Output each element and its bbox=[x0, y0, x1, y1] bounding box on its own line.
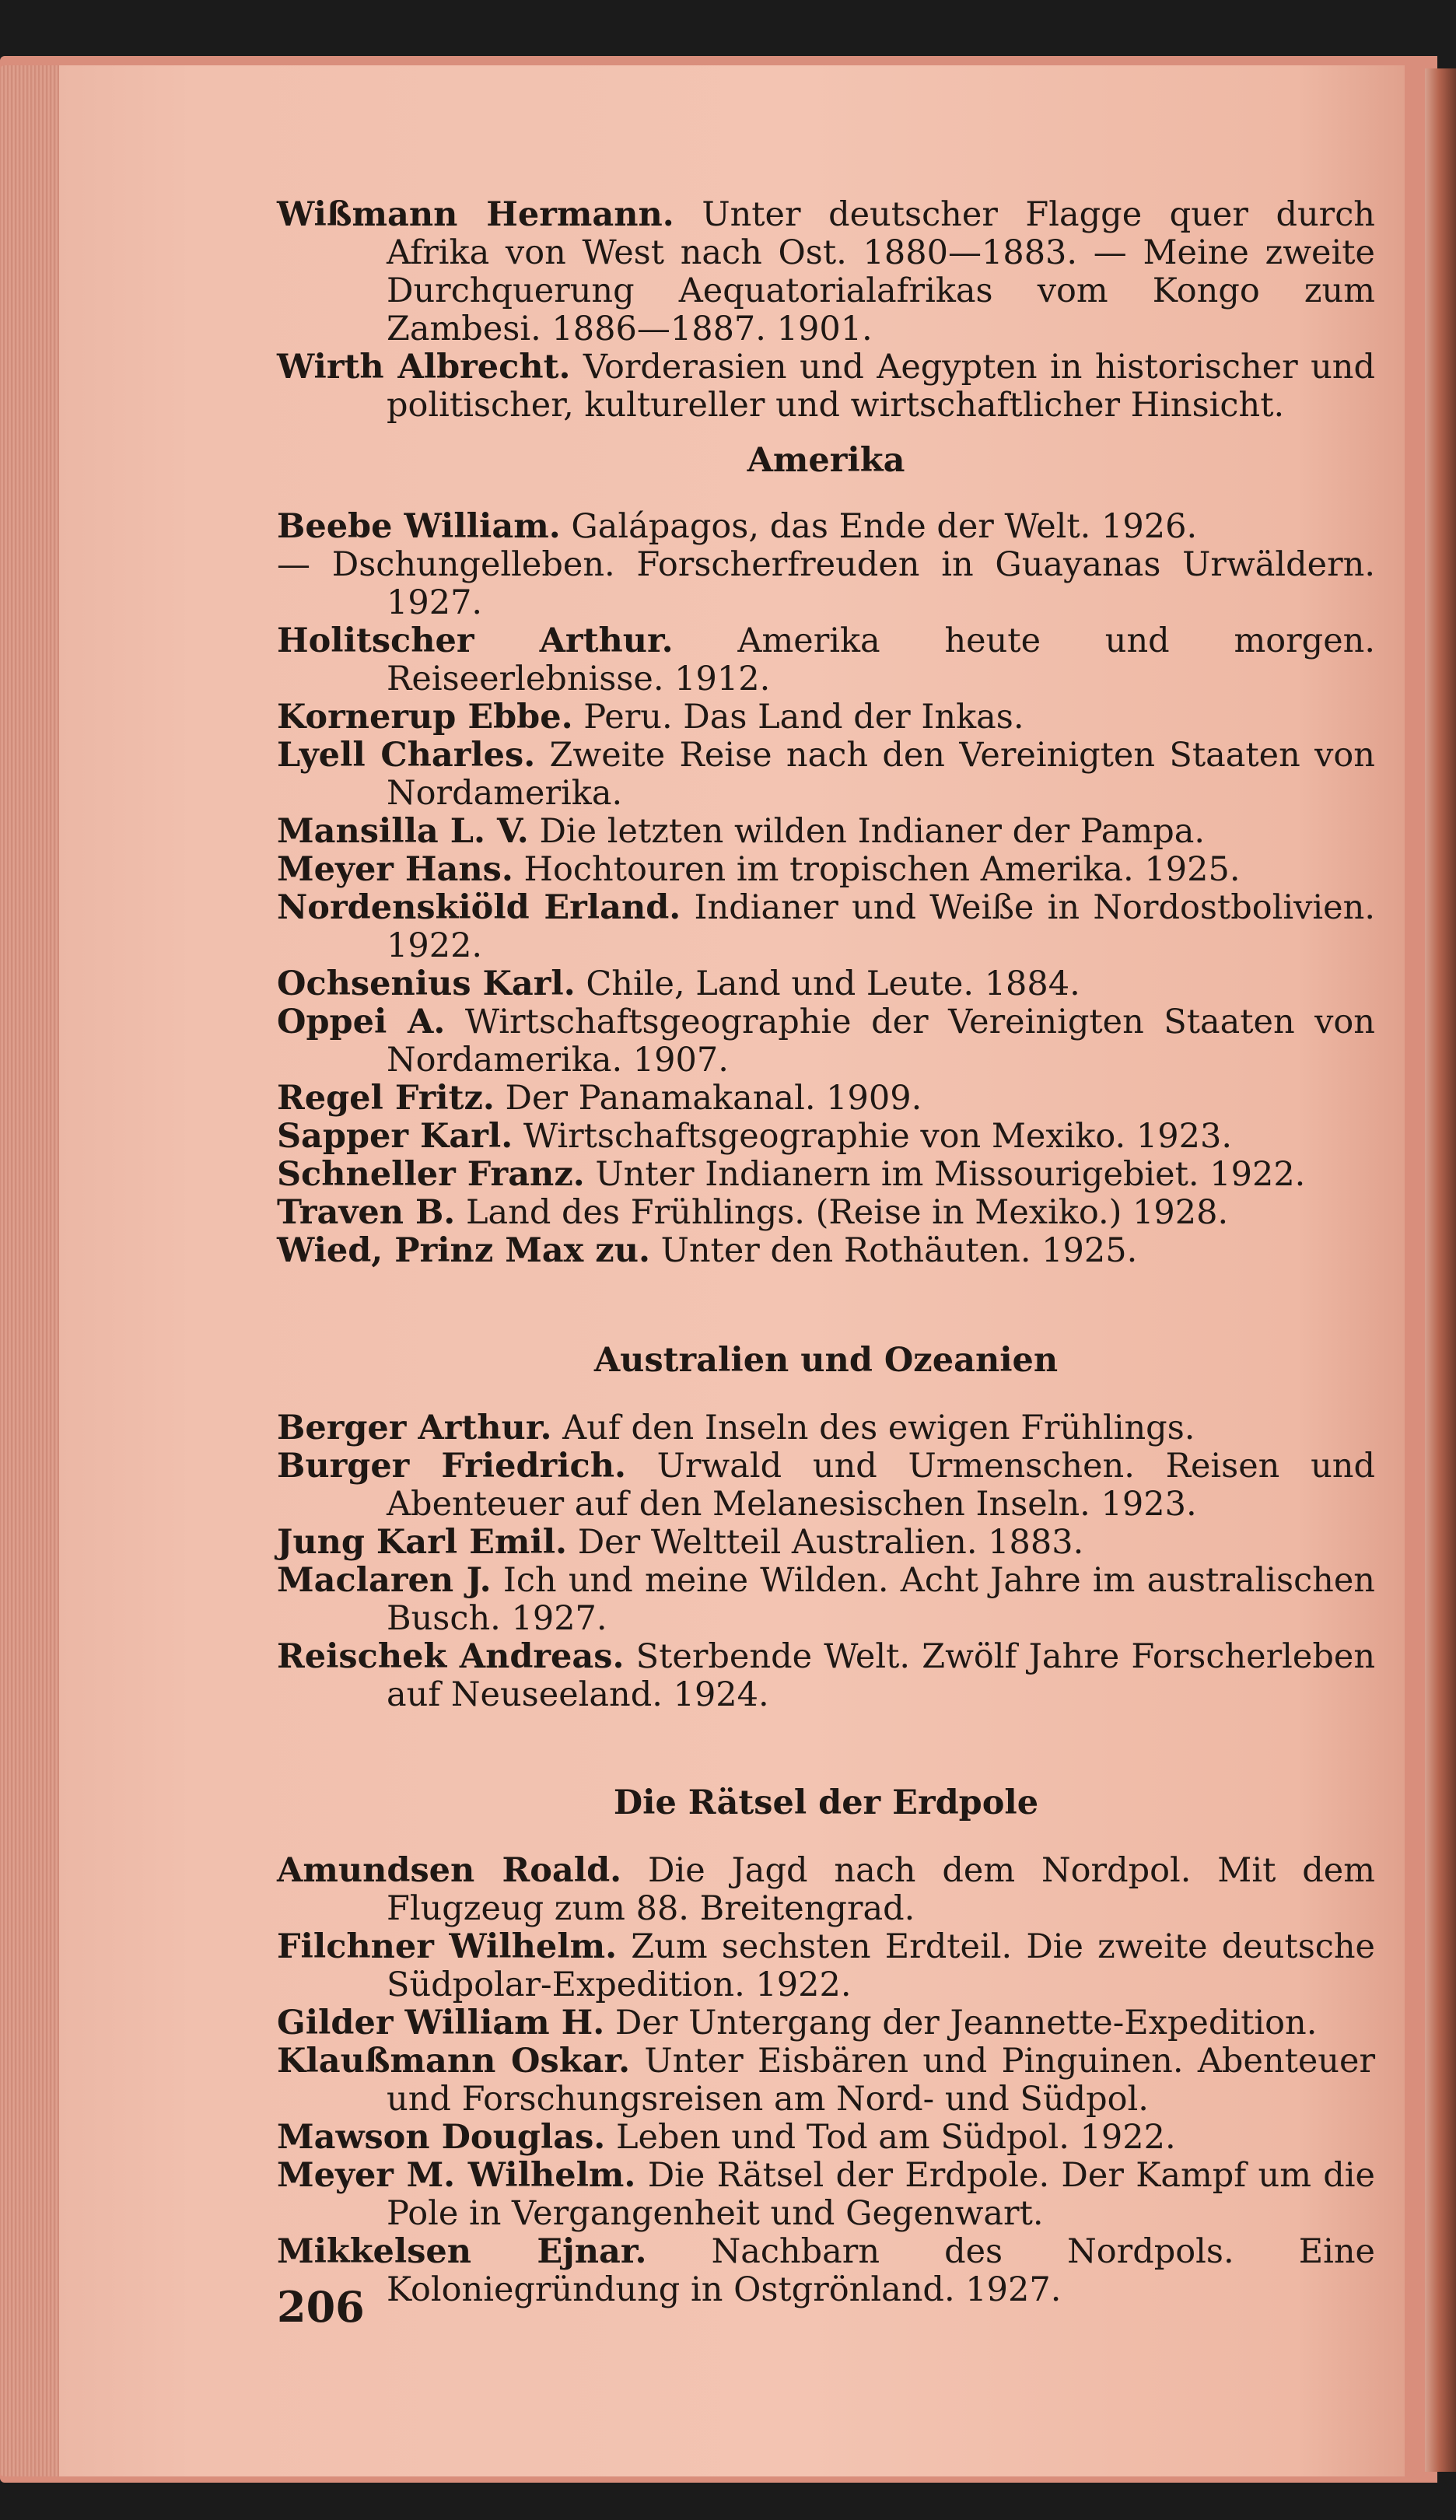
entry-author: Sapper Karl. bbox=[277, 1117, 513, 1156]
entry-author: Mikkelsen Ejnar. bbox=[277, 2232, 647, 2271]
bibliography-entry bbox=[277, 813, 1375, 851]
page-edges bbox=[0, 65, 59, 2476]
entry-author: Klaußmann Oskar. bbox=[277, 2042, 631, 2081]
bibliography-entry bbox=[277, 889, 1375, 965]
entry-author: Nordenskiöld Erland. bbox=[277, 888, 681, 927]
entry-text: Der Weltteil Australien. 1883. bbox=[577, 1523, 1084, 1562]
bibliography-entry bbox=[277, 737, 1375, 813]
entry-text: Die letzten wilden Indianer der Pampa. bbox=[539, 812, 1206, 851]
entry-author: Reischek Andreas. bbox=[277, 1637, 625, 1676]
bibliography-entry bbox=[277, 1156, 1375, 1194]
entry-text: Vorderasien und Aegypten in historischer und politischer, kultureller und wirtschaftlicher Hinsicht. bbox=[387, 348, 1375, 425]
entry-text: Indianer und Weiße in Nordostbolivien. 1922. bbox=[387, 888, 1375, 965]
entry-text: Die Rätsel der Erdpole. Der Kampf um die Pole in Vergangenheit und Gegenwart. bbox=[387, 2156, 1375, 2233]
bibliography-entry bbox=[277, 698, 1375, 737]
bibliography-entry bbox=[277, 851, 1375, 889]
bibliography-entry bbox=[277, 1409, 1375, 1447]
bibliography-entry bbox=[277, 2042, 1375, 2119]
entry-text: Chile, Land und Leute. 1884. bbox=[586, 964, 1080, 1003]
entry-author: Holitscher Arthur. bbox=[277, 621, 674, 660]
bibliography-entry bbox=[277, 1118, 1375, 1156]
bibliography-entry bbox=[277, 1562, 1375, 1638]
bibliography-entry bbox=[277, 2119, 1375, 2157]
bibliography-entry bbox=[277, 1928, 1375, 2004]
entry-text: Ich und meine Wilden. Acht Jahre im australischen Busch. 1927. bbox=[387, 1561, 1375, 1638]
entry-text: Sterbende Welt. Zwölf Jahre Forscherleben auf Neuseeland. 1924. bbox=[387, 1637, 1376, 1714]
entry-author: Amundsen Roald. bbox=[277, 1851, 622, 1890]
entry-author: Meyer M. Wilhelm. bbox=[277, 2156, 636, 2195]
entry-author: Beebe William. bbox=[277, 507, 561, 546]
entry-text: Leben und Tod am Südpol. 1922. bbox=[615, 2118, 1176, 2157]
entry-text: Die Jagd nach dem Nordpol. Mit dem Flugzeug zum 88. Breitengrad. bbox=[387, 1851, 1375, 1928]
bibliography-entry bbox=[277, 965, 1375, 1003]
entry-author: Jung Karl Emil. bbox=[277, 1523, 568, 1562]
bibliography-entry bbox=[277, 1003, 1375, 1080]
bibliography-entry bbox=[277, 1638, 1375, 1714]
spine-shadow bbox=[1425, 68, 1456, 2472]
section-heading-australien: Australien und Ozeanien bbox=[593, 1341, 1059, 1380]
entry-author: Wißmann Hermann. bbox=[277, 195, 674, 234]
bibliography-entry bbox=[277, 1447, 1375, 1524]
entry-text: Nachbarn des Nordpols. Eine Koloniegründung in Ostgrönland. 1927. bbox=[387, 2232, 1375, 2309]
bibliography-entry bbox=[277, 1194, 1375, 1232]
bibliography-entry bbox=[277, 1232, 1375, 1270]
entry-text: Der Untergang der Jeannette-Expedition. bbox=[614, 2004, 1318, 2042]
bibliography-entry bbox=[277, 2157, 1375, 2233]
bibliography-entry bbox=[277, 196, 1375, 348]
entry-author: Filchner Wilhelm. bbox=[277, 1927, 618, 1966]
bibliography-entry bbox=[277, 546, 1375, 622]
entry-author: Traven B. bbox=[277, 1193, 456, 1232]
entry-text: Amerika heute und morgen. Reiseerlebnisse. 1912. bbox=[387, 621, 1376, 698]
entry-author: Mawson Douglas. bbox=[277, 2118, 606, 2157]
bibliography-entry bbox=[277, 1080, 1375, 1118]
entry-text: Auf den Inseln des ewigen Frühlings. bbox=[562, 1409, 1195, 1447]
entry-author: Meyer Hans. bbox=[277, 850, 513, 889]
entry-text: Galápagos, das Ende der Welt. 1926. bbox=[571, 507, 1198, 546]
entry-text: Wirtschaftsgeographie von Mexiko. 1923. bbox=[523, 1117, 1232, 1156]
entry-text: Der Panamakanal. 1909. bbox=[505, 1079, 922, 1118]
entry-text: Unter den Rothäuten. 1925. bbox=[660, 1231, 1138, 1270]
entry-author: Oppei A. bbox=[277, 1003, 446, 1041]
entry-text: — Dschungelleben. Forscherfreuden in Guayanas Urwäldern. 1927. bbox=[277, 545, 1375, 622]
entry-text: Urwald und Urmenschen. Reisen und Abenteuer auf den Melanesischen Inseln. 1923. bbox=[387, 1447, 1376, 1524]
section-heading-erdpole: Die Rätsel der Erdpole bbox=[613, 1783, 1039, 1822]
bibliography-entry bbox=[277, 2233, 1375, 2309]
bibliography-entry bbox=[277, 508, 1375, 546]
entry-author: Regel Fritz. bbox=[277, 1079, 495, 1118]
entry-author: Maclaren J. bbox=[277, 1561, 492, 1600]
book-page bbox=[59, 65, 1405, 2476]
entry-text: Zweite Reise nach den Vereinigten Staaten von Nordamerika. bbox=[387, 736, 1375, 813]
bibliography-entry bbox=[277, 622, 1375, 698]
entry-text: Unter Indianern im Missourigebiet. 1922. bbox=[595, 1155, 1306, 1194]
entry-author: Kornerup Ebbe. bbox=[277, 698, 573, 737]
entry-author: Wirth Albrecht. bbox=[277, 348, 571, 387]
entry-text: Peru. Das Land der Inkas. bbox=[583, 698, 1024, 737]
entry-author: Lyell Charles. bbox=[277, 736, 536, 775]
entry-author: Mansilla L. V. bbox=[277, 812, 529, 851]
bibliography-entry bbox=[277, 348, 1375, 425]
entry-text: Unter Eisbären und Pinguinen. Abenteuer und Forschungsreisen am Nord- und Südpol. bbox=[387, 2042, 1376, 2119]
bibliography-list bbox=[277, 196, 1375, 2309]
entry-author: Ochsenius Karl. bbox=[277, 964, 576, 1003]
page-number: 206 bbox=[277, 2282, 365, 2332]
entry-text: Zum sechsten Erdteil. Die zweite deutsche Südpolar-Expedition. 1922. bbox=[387, 1927, 1375, 2004]
entry-author: Wied, Prinz Max zu. bbox=[277, 1231, 650, 1270]
entry-text: Wirtschaftsgeographie der Vereinigten Staaten von Nordamerika. 1907. bbox=[387, 1003, 1376, 1080]
bibliography-entry bbox=[277, 1852, 1375, 1928]
entry-author: Berger Arthur. bbox=[277, 1409, 552, 1447]
entry-author: Schneller Franz. bbox=[277, 1155, 585, 1194]
bibliography-entry bbox=[277, 2004, 1375, 2042]
bibliography-entry bbox=[277, 1524, 1375, 1562]
entry-author: Gilder William H. bbox=[277, 2004, 605, 2042]
section-heading-amerika: Amerika bbox=[747, 441, 905, 480]
entry-text: Land des Frühlings. (Reise in Mexiko.) 1928. bbox=[465, 1193, 1229, 1232]
entry-text: Unter deutscher Flagge quer durch Afrika von West nach Ost. 1880—1883. — Meine zweite Durchquerung Aequatorialafrikas vom Kongo zum Zambesi. 1886—1887. 1901. bbox=[387, 195, 1375, 348]
entry-author: Burger Friedrich. bbox=[277, 1447, 626, 1486]
entry-text: Hochtouren im tropischen Amerika. 1925. bbox=[523, 850, 1241, 889]
